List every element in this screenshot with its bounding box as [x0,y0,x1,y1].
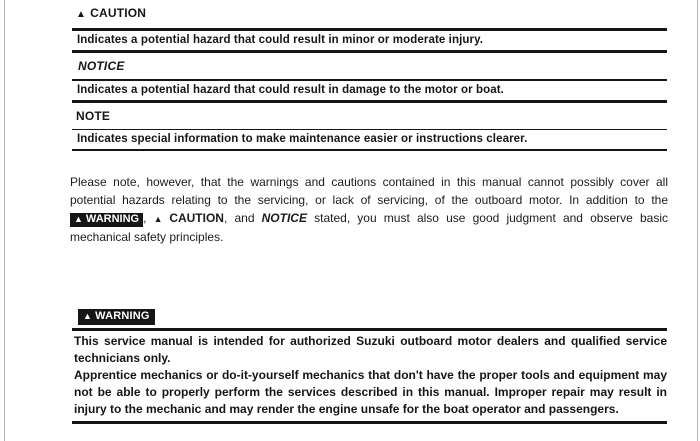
note-definition-block [72,109,667,152]
caution-inline-label [154,211,224,225]
caution-inline-text: CAUTION [169,211,224,225]
divider [72,50,667,53]
warning-badge-row [72,306,667,325]
warning-triangle-icon: ▲ [76,8,87,20]
caution-heading-label: CAUTION [90,6,147,20]
caution-heading [72,6,667,22]
intro-paragraph [70,173,668,246]
divider [72,100,667,103]
divider [72,421,667,424]
note-heading: NOTE [76,108,111,123]
caution-definition-text: Indicates a potential hazard that could result in minor or moderate injury. [77,34,484,46]
paragraph-text: Please note, however, that the warnings and cautions contained in this manual cannot possibly cover all potential hazards relating to the servicing, or lack of servicing, of the outboard motor. In addition to the [70,175,668,207]
notice-definition-text: Indicates a potential hazard that could result in damage to the motor or boat. [77,83,504,96]
page-content [72,6,667,424]
warning-text [72,331,667,421]
warning-box [72,306,667,424]
warning-paragraph-1: This service manual is intended for authorized Suzuki outboard motor dealers and qualified service technicians only. [74,334,667,365]
warning-paragraph-2: Apprentice mechanics or do-it-yourself mechanics that don't have the proper tools and equipment may not be able to properly perform the services described in this manual. Improper repair may result in injury to the mechanic and may render the engine unsafe for the boat operator and passengers. [74,368,667,416]
page-edge-left [4,0,5,441]
warning-badge-label: WARNING [95,310,150,322]
notice-inline-label: NOTICE [261,211,307,225]
warning-triangle-icon: ▲ [83,310,93,321]
divider [72,149,667,151]
notice-heading: NOTICE [78,59,125,73]
notice-definition-block [72,59,667,103]
paragraph-text: , and [223,211,262,225]
warning-triangle-icon: ▲ [153,213,167,224]
caution-definition-block [72,6,667,53]
page-edge-right [697,0,698,441]
warning-badge [78,309,155,325]
paragraph-text: stated, you must also use good judgment and observe basic mechanical safety principles. [70,211,668,244]
warning-triangle-icon: ▲ [74,213,83,224]
warning-badge-label: WARNING [85,213,140,225]
warning-badge-inline [70,213,143,227]
paragraph-text: , [143,211,154,225]
note-definition-text: Indicates special information to make maintenance easier or instructions clearer. [77,133,528,145]
